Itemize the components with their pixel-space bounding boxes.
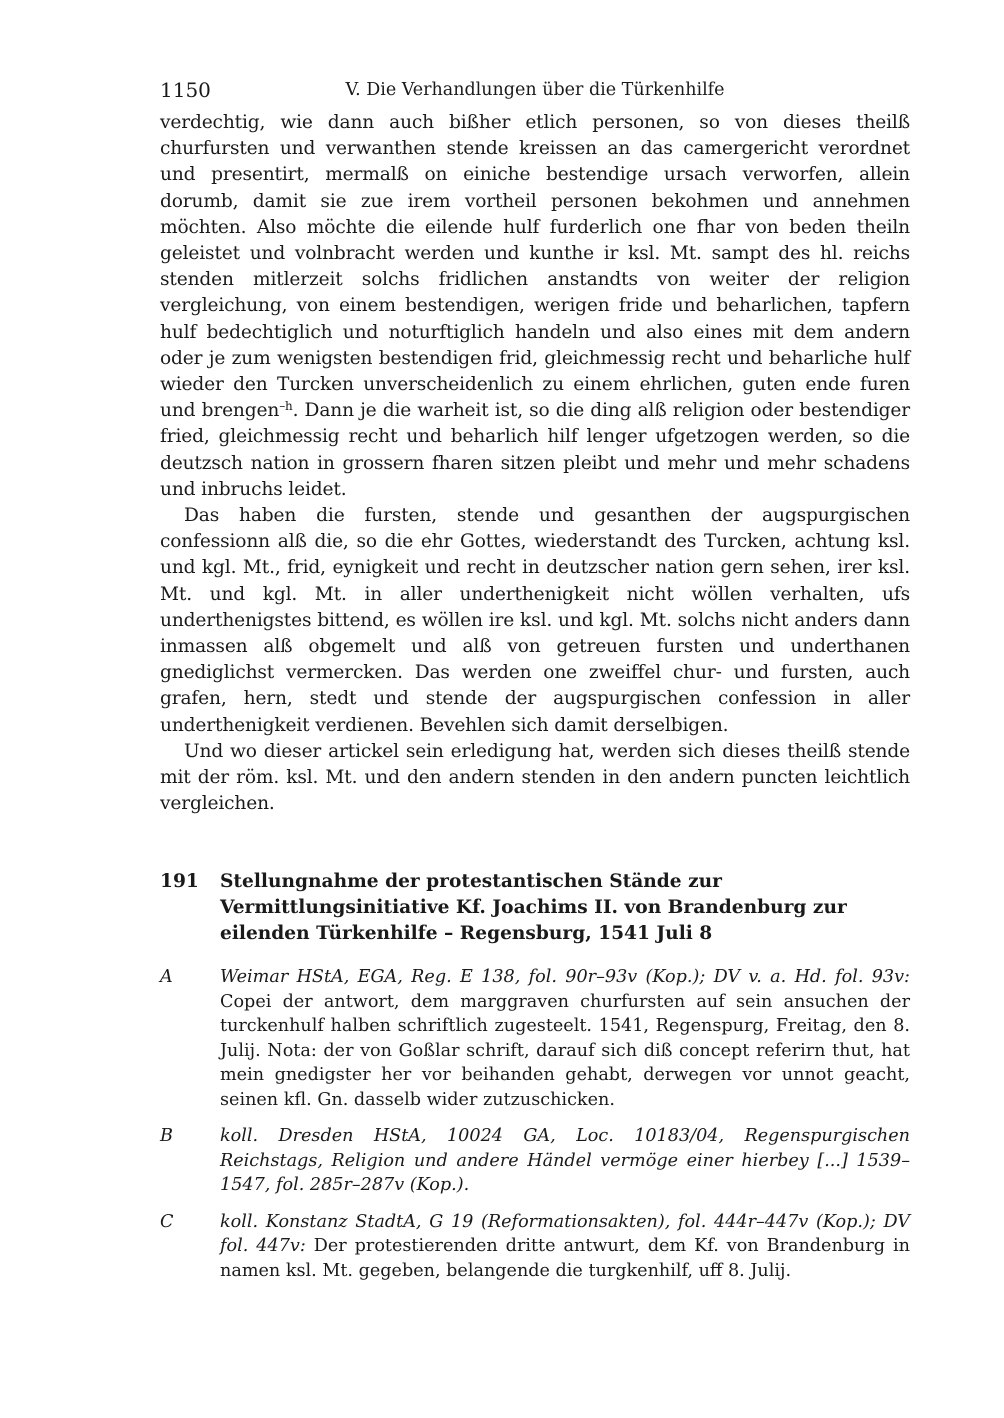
paragraph-1-text: verdechtig, wie dann auch bißher etlich personen, so von dieses theilß churfursten und verwanthen stende kreissen an das camergericht verordnet und presentirt, mermalß on einiche bestendige ursach verworfen, allein dorumb, damit sie zue irem vortheil personen bekohmen und annehmen möchten. Also möchte die eilende hulf furderlich one fhar von beden theiln geleistet und volnbracht werden und kunthe ir ksl. Mt. sampt des hl. reichs stenden mitlerzeit solchs fridlichen anstandts von weiter der religion vergleichung, von einem bestendigen, werigen fride und beharlichen, tapfern hulf bedechtiglich und noturftiglich handeln und also eines mit dem andern oder je zum wenigsten bestendigen frid, gleichmessig recht und beharliche hulf wieder den Turcken unverscheidenlich zu einem ehrlichen, guten ende furen und brengen xyxy=(160,112,910,422)
paragraph-2: Das haben die fursten, stende und gesanthen der augspurgischen confessionn alß die, so die ehr Gottes, wiederstandt des Turcken, achtung ksl. und kgl. Mt., frid, eynigkeit und recht in deutzscher nation gern sehen, irer ksl. Mt. und kgl. Mt. in aller underthenigkeit nicht wöllen verhalten, ufs underthenigstes bittend, es wöllen ire ksl. und kgl. Mt. solchs nicht anders dann inmassen alß obgemelt und alß von getreuen fursten und underthanen gnediglichst vermercken. Das werden one zweiffel chur- und fursten, auch grafen, hern, stedt und stende der augspurgischen confession in aller underthenigkeit verdienen. Bevehlen sich damit derselbigen. xyxy=(160,505,910,736)
source-list xyxy=(160,965,910,1283)
running-title: V. Die Verhandlungen über die Türkenhilfe xyxy=(345,80,725,100)
source-note: Der protestierenden dritte antwurt, dem Kf. von Brandenburg in namen ksl. Mt. gegeben, belangende die turgkenhilf, uff 8. Julij. xyxy=(220,1236,910,1281)
paragraph-1-text-cont: . Dann je die warheit ist, so die ding alß religion oder bestendiger fried, gleichmessig recht und beharlich hilf lenger ufgetzogen werden, so die deutzsch nation in grossern fharen sitzen pleibt und mehr und mehr schadens und inbruchs leidet. xyxy=(160,400,911,500)
source-archive-ref: koll. Konstanz StadtA, G 19 (Reformationsakten), fol. 444r–447v (Kop.); DV fol. 447v: xyxy=(220,1211,910,1257)
source-entry xyxy=(160,965,910,1112)
document-number: 191 xyxy=(160,871,199,893)
source-archive-ref: koll. Dresden HStA, 10024 GA, Loc. 10183/04, Regenspurgischen Reichstags, Religion und andere Händel vermöge einer hierbey [...] 1539–1547, fol. 285r–287v (Kop.). xyxy=(220,1126,910,1196)
paragraph-1 xyxy=(160,110,910,503)
source-siglum: A xyxy=(160,967,173,988)
source-text xyxy=(220,1210,910,1284)
source-archive-ref: Weimar HStA, EGA, Reg. E 138, fol. 90r–93v (Kop.); DV v. a. Hd. fol. 93v: xyxy=(220,967,910,988)
running-head xyxy=(160,76,910,110)
paragraph-3: Und wo dieser artickel sein erledigung hat, werden sich dieses theilß stende mit der röm. ksl. Mt. und den andern stenden in den andern puncten leichtlich vergleichen. xyxy=(160,740,910,815)
source-entry xyxy=(160,1124,910,1198)
source-text xyxy=(220,1124,910,1198)
document-title: Stellungnahme der protestantischen Stände zur Vermittlungsinitiative Kf. Joachims II. von Brandenburg zur eilenden Türkenhilfe – Regensburg, 1541 Juli 8 xyxy=(220,871,847,945)
source-entry xyxy=(160,1210,910,1284)
source-note: Copei der antwort, dem marggraven churfursten auf sein ansuchen der turckenhulf halben schriftlich zugesteelt. 1541, Regenspurg, Freitag, den 8. Julij. Nota: der von Goßlar schrift, darauf sich diß concept referirn thut, hat mein gnedigster her vor beihanden gehabt, derwegen vor unnot geacht, seinen kfl. Gn. dasselb wider zutzuschicken. xyxy=(220,991,910,1110)
page xyxy=(160,76,910,1295)
document-heading xyxy=(160,869,910,947)
source-siglum: B xyxy=(160,1126,173,1147)
body-text xyxy=(160,110,910,817)
footnote-marker: –h xyxy=(279,399,293,414)
source-siglum: C xyxy=(160,1211,174,1232)
source-text xyxy=(220,965,910,1112)
page-number: 1150 xyxy=(160,78,211,102)
